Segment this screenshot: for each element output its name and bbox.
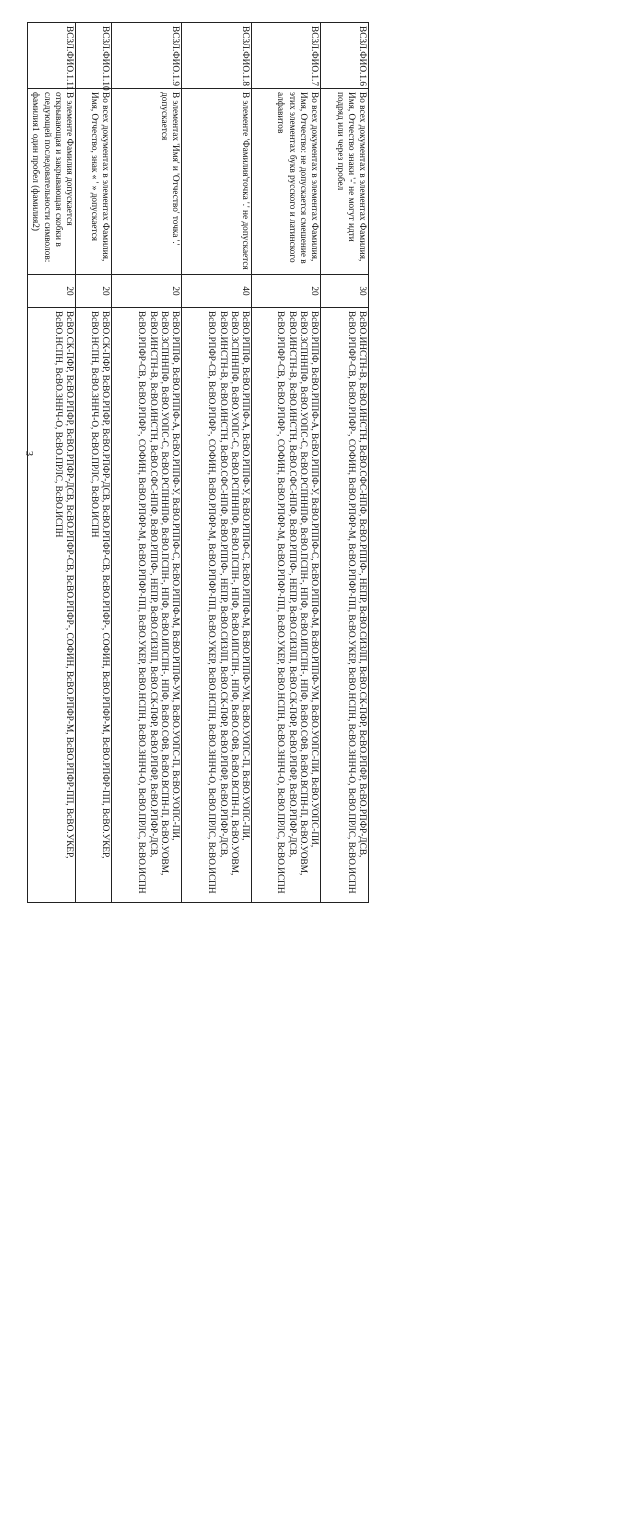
rule-forms: ВсВО.СК-ПФР, ВсВО.РПФР, ВсВО.РПФР-ДСВ, ВсВО.РПФР-СВ, ВсВО.РПФР-, СОФИН, ВсВО.РПФР-М, ВсВО.РПФР-ПП, ВсВО.УКЕР, ВсВО.НСПН, ВсВО.ЗННЧ-О, ВсВО.ПРЛС, ВсВО.ИСПН <box>76 308 112 903</box>
rule-description: Во всех документах в элементах Фамилия, Имя, Отчество: не допускается смешение в этих элементах букв русского и латинского алфавитов <box>252 89 321 275</box>
rule-code: ВСЗЛ.ФИО.1.10 <box>76 23 112 89</box>
rule-value: 20 <box>252 275 321 308</box>
table-row <box>76 23 112 903</box>
table-row <box>321 23 369 903</box>
rule-description: В элементах 'Имя' и 'Отчество' точка '.' допускается <box>112 89 182 275</box>
rule-description: Во всех документах в элементах Фамилия, Имя, Отчество, знак « ' » допускается <box>76 89 112 275</box>
rule-code: ВСЗЛ.ФИО.1.11 <box>28 23 76 89</box>
rule-value: 20 <box>112 275 182 308</box>
table-row <box>112 23 182 903</box>
validation-rules-table <box>27 22 369 903</box>
rule-code: ВСЗЛ.ФИО.1.7 <box>252 23 321 89</box>
rule-code: ВСЗЛ.ФИО.1.6 <box>321 23 369 89</box>
rule-value: 40 <box>182 275 252 308</box>
rotated-table-area <box>30 22 369 1522</box>
rule-forms: ВсВО.РППФ, ВсВО.РППФ-А, ВсВО.РППФ-У, ВсВО.РППФ-С, ВсВО.РППФ-М, ВсВО.РППФ-УМ, ВсВО.УОПС-ПИ, ВсВО.УОПС-ПИ, ВсВО.ЗСПННПФ, ВсВО.УОПС-С, ВсВО.РСПННПФ, ВсВО.ПСПН-, НПФ, ВсВО.ИПСПН-, НПФ, ВсВО.СФВ, ВсВО.ВСПН-П, ВсВО.УОВМ, ВсВО.ИНСТН-В, ВсВО.ИНСТН, ВсВО.СФС-НПФ, ВсВО.РППФ-, НЕПР, ВсВО.СИЗЛП, ВсВО.СК-ПФР, ВсВО.РПФР, ВсВО.РПФР-ДСВ, ВсВО.РПФР-СВ, ВсВО.РПФР-, СОФИН, ВсВО.РПФР-М, ВсВО.РПФР-ПП, ВсВО.УКЕР, ВсВО.НСПН, ВсВО.ЗННЧ-О, ВсВО.ПРЛС, ВсВО.ИСПН <box>252 308 321 903</box>
rule-description: Во всех документах в элементах Фамилия, Имя, Отчество знаки '-' не могут идти подряд или через пробел <box>321 89 369 275</box>
rule-value: 30 <box>321 275 369 308</box>
table-row <box>28 23 76 903</box>
page-number: 3 <box>23 451 34 456</box>
table-rotator <box>27 22 369 902</box>
table-row <box>252 23 321 903</box>
rule-description: В элементе Фамилия допускается открывающая и закрывающая скобки в следующей последовательности символов: фамилия1 один пробел (фамилия2) <box>28 89 76 275</box>
rule-code: ВСЗЛ.ФИО.1.8 <box>182 23 252 89</box>
rule-forms: ВсВО.ИНСТН-В, ВсВО.ИНСТН, ВсВО.СФС-НПФ, ВсВО.РППФ-, НЕПР, ВсВО.СИЗЛП, ВсВО.СК-ПФР, ВсВО.РПФР, ВсВО.РПФР-ДСВ, ВсВО.РПФР-СВ, ВсВО.РПФР-, СОФИН, ВсВО.РПФР-М, ВсВО.РПФР-ПП, ВсВО.УКЕР, ВсВО.НСПН, ВсВО.ЗННЧ-О, ВсВО.ПРЛС, ВсВО.ИСПН <box>321 308 369 903</box>
rule-code: ВСЗЛ.ФИО.1.9 <box>112 23 182 89</box>
table-row <box>182 23 252 903</box>
rule-value: 20 <box>76 275 112 308</box>
rule-forms: ВсВО.РППФ, ВсВО.РППФ-А, ВсВО.РППФ-У, ВсВО.РППФ-С, ВсВО.РППФ-М, ВсВО.РППФ-УМ, ВсВО.УОПС-П, ВсВО.УОПС-ПИ, ВсВО.ЗСПННПФ, ВсВО.УОПС-С, ВсВО.РСПННПФ, ВсВО.ПСПН-, НПФ, ВсВО.ИПСПН-, НПФ, ВсВО.СФВ, ВсВО.ВСПН-П, ВсВО.УОВМ, ВсВО.ИНСТН-В, ВсВО.ИНСТН, ВсВО.СФС-НПФ, ВсВО.РППФ-, НЕПР, ВсВО.СИЗЛП, ВсВО.СК-ПФР, ВсВО.РПФР, ВсВО.РПФР-ДСВ, ВсВО.РПФР-СВ, ВсВО.РПФР-, СОФИН, ВсВО.РПФР-М, ВсВО.РПФР-ПП, ВсВО.УКЕР, ВсВО.НСПН, ВсВО.ЗННЧ-О, ВсВО.ПРЛС, ВсВО.ИСПН <box>112 308 182 903</box>
rule-value: 20 <box>28 275 76 308</box>
rule-forms: ВсВО.СК-ПФР, ВсВО.РПФР, ВсВО.РПФР-ДСВ, ВсВО.РПФР-СВ, ВсВО.РПФР-, СОФИН, ВсВО.РПФР-М, ВсВО.РПФР-ПП, ВсВО.УКЕР, ВсВО.НСПН, ВсВО.ЗННЧ-О, ВсВО.ПРЛС, ВсВО.ИСПН <box>28 308 76 903</box>
rule-forms: ВсВО.РППФ, ВсВО.РППФ-А, ВсВО.РППФ-У, ВсВО.РППФ-С, ВсВО.РППФ-М, ВсВО.РППФ-УМ, ВсВО.УОПС-П, ВсВО.УОПС-ПИ, ВсВО.ЗСПННПФ, ВсВО.УОПС-С, ВсВО.РСПННПФ, ВсВО.ПСПН-, НПФ, ВсВО.ИПСПН-, НПФ, ВсВО.СФВ, ВсВО.ВСПН-П, ВсВО.УОВМ, ВсВО.ИНСТН-В, ВсВО.ИНСТН, ВсВО.СФС-НПФ, ВсВО.РППФ-, НЕПР, ВсВО.СИЗЛП, ВсВО.СК-ПФР, ВсВО.РПФР, ВсВО.РПФР-ДСВ, ВсВО.РПФР-СВ, ВсВО.РПФР-, СОФИН, ВсВО.РПФР-М, ВсВО.РПФР-ПП, ВсВО.УКЕР, ВсВО.НСПН, ВсВО.ЗННЧ-О, ВсВО.ПРЛС, ВсВО.ИСПН <box>182 308 252 903</box>
rule-description: В элементе 'Фамилия'точка '.' не допускается <box>182 89 252 275</box>
